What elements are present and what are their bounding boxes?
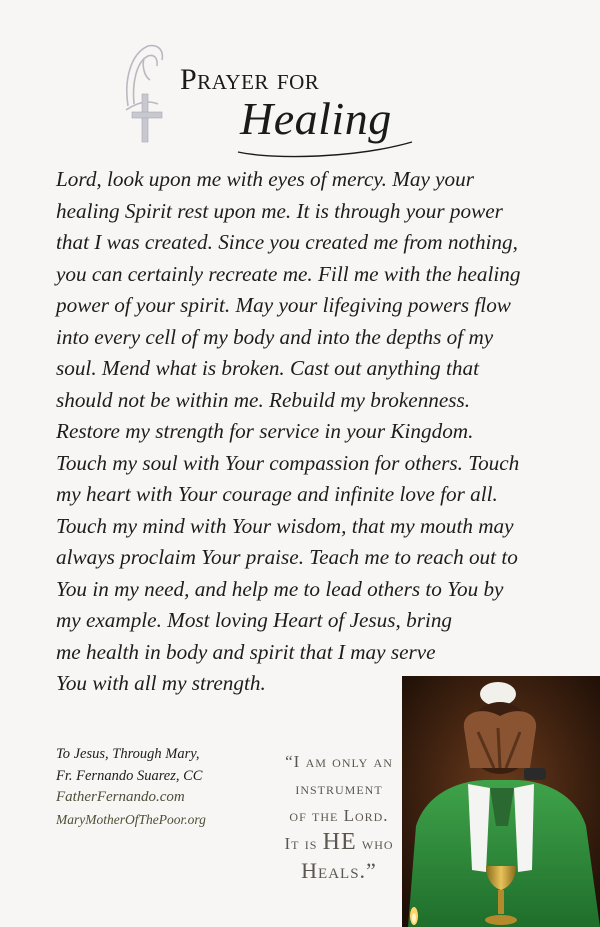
credits [56, 744, 256, 830]
credit-author: Fr. Fernando Suarez, CC [56, 767, 203, 784]
quote-emphasis-he: HE [322, 829, 357, 855]
title-healing: Healing [240, 93, 392, 144]
prayer-line: that I was created. Since you created me from nothing, [56, 230, 518, 254]
quote-line [258, 829, 420, 857]
quote-line: “I am only an [285, 752, 393, 771]
quote-text: It is [284, 834, 323, 853]
quote-line: of the Lord. [289, 806, 389, 825]
prayer-line: You with all my strength. [56, 671, 266, 695]
prayer-line: should not be within me. Rebuild my brokenness. [56, 387, 471, 412]
prayer-line: Touch my soul with Your compassion for others. Touch [56, 450, 520, 475]
website-link-marymother[interactable]: MaryMotherOfThePoor.org [56, 811, 206, 827]
mary-cross-icon [118, 36, 172, 144]
quote-line-heals: Heals.” [301, 858, 377, 883]
quote-block [258, 748, 420, 884]
prayer-line: Lord, look upon me with eyes of mercy. May your [56, 167, 474, 191]
prayer-line: my example. Most loving Heart of Jesus, bring [56, 608, 453, 632]
prayer-line: Touch my mind with Your wisdom, that my mouth may [56, 513, 514, 538]
prayer-text [56, 164, 576, 700]
prayer-line: my heart with Your courage and infinite love for all. [56, 482, 498, 506]
title-prayer-for: Prayer for [180, 63, 320, 96]
prayer-line: healing Spirit rest upon me. It is through your power [56, 198, 503, 223]
website-link-fatherfernando[interactable]: FatherFernando.com [56, 789, 185, 805]
prayer-line: you can certainly recreate me. Fill me with the healing [56, 261, 521, 286]
prayer-line: always proclaim Your praise. Teach me to reach out to [56, 545, 518, 569]
title-flourish [236, 138, 416, 160]
prayer-line: Restore my strength for service in your Kingdom. [56, 419, 474, 443]
prayer-line: into every cell of my body and into the depths of my [56, 324, 494, 349]
quote-text: who [356, 834, 394, 853]
prayer-line: soul. Mend what is broken. Cast out anything that [56, 356, 479, 380]
quote-line: instrument [295, 779, 383, 798]
prayer-line: You in my need, and help me to lead others to You by [56, 576, 504, 601]
credit-dedication: To Jesus, Through Mary, [56, 746, 200, 762]
priest-praying-photo [402, 676, 600, 927]
prayer-line: me health in body and spirit that I may serve [56, 639, 436, 664]
prayer-line: power of your spirit. May your lifegiving powers flow [56, 293, 511, 317]
